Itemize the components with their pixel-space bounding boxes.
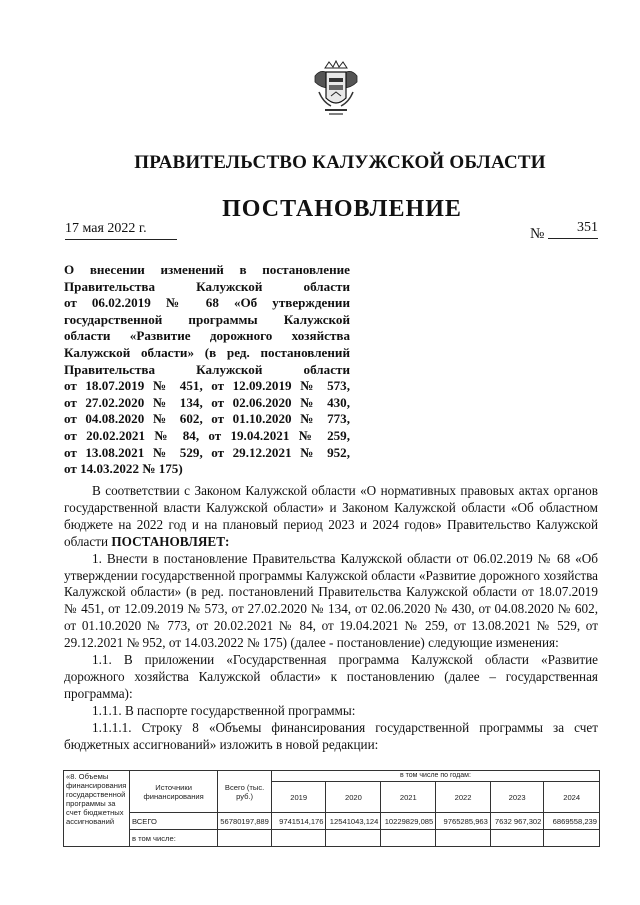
amendment-title-line: от 20.02.2021 № 84, от 19.04.2021 № 259,	[64, 427, 350, 443]
amendment-title-line: от 14.03.2022 № 175)	[64, 461, 183, 477]
year-value-cell: 12541043,124	[326, 813, 381, 830]
year-header: 2023	[490, 782, 543, 813]
source-header: Источники финансирования	[129, 771, 217, 813]
year-header: 2019	[271, 782, 326, 813]
year-header: 2020	[326, 782, 381, 813]
document-date: 17 мая 2022 г.	[65, 221, 177, 240]
body-paragraph: В соответствии с Законом Калужской области «О нормативных правовых актах органов государственной власти Калужской области» и Законом Калужской области «Об областном бюджете на 2022 год и на плановый период 2023 и 2024 годов» Правительство Калужской области ПОСТАНОВЛЯЕТ:	[64, 483, 598, 549]
amendment-title-line: от 18.07.2019 № 451, от 12.09.2019 № 573,	[64, 378, 350, 394]
body-paragraph: 1.1.1. В паспорте государственной программы:	[92, 702, 356, 718]
year-header: 2022	[436, 782, 491, 813]
total-value-cell: 56780197,889	[218, 813, 272, 830]
sub-label-cell: в том числе:	[129, 830, 217, 847]
document-number: 351	[548, 220, 598, 239]
year-value-cell: 6869558,239	[544, 813, 600, 830]
body-paragraph: 1.1.1.1. Строку 8 «Объемы финансирования государственной программы за счет бюджетных ассигнований» изложить в новой редакции:	[64, 719, 598, 752]
amendment-title-line: области «Развитие дорожного хозяйства	[64, 328, 350, 344]
year-header: 2024	[544, 782, 600, 813]
years-group-header: в том числе по годам:	[271, 771, 599, 782]
year-value-cell: 7632 967,302	[490, 813, 543, 830]
amendment-title-line: государственной программы Калужской	[64, 311, 350, 327]
year-header: 2021	[381, 782, 436, 813]
body-paragraph: 1. Внести в постановление Правительства Калужской области от 06.02.2019 № 68 «Об утверждении государственной программы Калужской области «Развитие дорожного хозяйства Калужской области» (в ред. постановлений Правительства Калужской области от 18.07.2019 № 451, от 12.09.2019 № 573, от 27.02.2020 № 134, от 02.06.2020 № 430, от 04.08.2020 № 602, от 01.10.2020 № 773, от 20.02.2021 № 84, от 19.04.2021 № 259, от 13.08.2021 № 529, от 29.12.2021 № 952, от 14.03.2022 № 175) (далее - постановление) следующие изменения:	[64, 550, 598, 651]
amendment-title-line: Калужской области» (в ред. постановлений	[64, 344, 350, 360]
number-sign: №	[530, 226, 545, 242]
year-value-cell: 9741514,176	[271, 813, 326, 830]
body-paragraph: 1.1. В приложении «Государственная программа Калужской области «Развитие дорожного хозяйства Калужской области» к постановлению (далее – государственная программа):	[64, 652, 598, 701]
amendment-title-line: Правительства Калужской области	[64, 278, 350, 294]
government-name: ПРАВИТЕЛЬСТВО КАЛУЖСКОЙ ОБЛАСТИ	[134, 152, 546, 173]
resolves-keyword: ПОСТАНОВЛЯЕТ:	[111, 533, 230, 549]
document-type: ПОСТАНОВЛЕНИЕ	[222, 196, 462, 222]
amendment-title-line: от 13.08.2021 № 529, от 29.12.2021 № 952,	[64, 444, 350, 460]
financing-table	[63, 770, 600, 847]
table-row	[64, 830, 600, 847]
amendment-title-line: от 04.08.2020 № 602, от 01.10.2020 № 773,	[64, 411, 350, 427]
table-row	[64, 813, 600, 830]
row-label-cell: «8. Объемы финансирования государственной программы за счет бюджетных ассигнований	[64, 771, 130, 847]
amendment-title-line: О внесении изменений в постановление	[64, 262, 350, 277]
amendment-title-line: от 27.02.2020 № 134, от 02.06.2020 № 430,	[64, 394, 350, 410]
amendment-title-line: Правительства Калужской области	[64, 361, 350, 377]
amendment-title	[64, 262, 350, 478]
amendment-title-line: от 06.02.2019 № 68 «Об утверждении	[64, 295, 350, 311]
total-label-cell: ВСЕГО	[129, 813, 217, 830]
document-body	[64, 483, 598, 754]
year-value-cell: 9765285,963	[436, 813, 491, 830]
year-value-cell: 10229829,085	[381, 813, 436, 830]
total-header: Всего (тыс. руб.)	[218, 771, 272, 813]
coat-of-arms-emblem	[311, 58, 361, 118]
